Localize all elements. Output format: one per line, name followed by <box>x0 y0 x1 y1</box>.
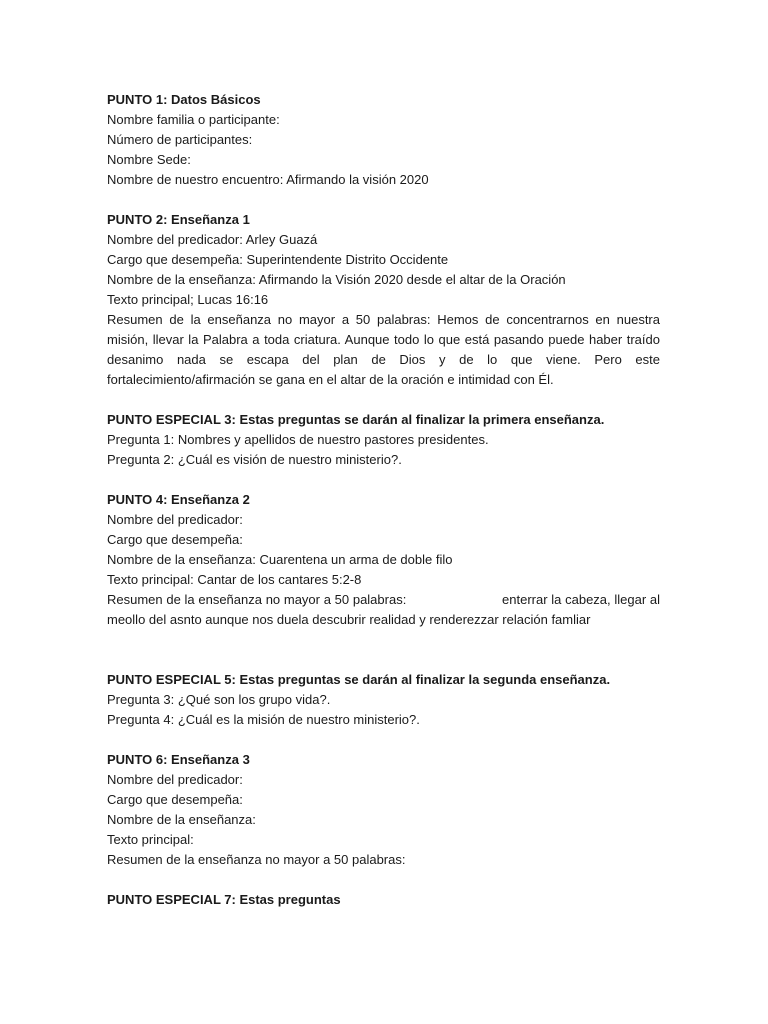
field-line: Texto principal: <box>107 832 194 847</box>
field-line: Nombre Sede: <box>107 152 191 167</box>
field-line: Nombre familia o participante: <box>107 112 280 127</box>
section-punto-6 <box>107 750 660 870</box>
field-line: Cargo que desempeña: <box>107 532 243 547</box>
section-punto-especial-7 <box>107 890 660 910</box>
field-line: Texto principal: Cantar de los cantares 5:2-8 <box>107 572 362 587</box>
section-heading: PUNTO 6: Enseñanza 3 <box>107 752 250 767</box>
summary-paragraph <box>107 590 660 630</box>
section-heading: PUNTO ESPECIAL 3: Estas preguntas se darán al finalizar la primera enseñanza. <box>107 412 605 427</box>
field-line: Texto principal; Lucas 16:16 <box>107 292 269 307</box>
field-line: Cargo que desempeña: Superintendente Distrito Occidente <box>107 252 449 267</box>
field-line: Cargo que desempeña: <box>107 792 243 807</box>
field-line: Nombre del predicador: <box>107 512 243 527</box>
section-heading: PUNTO ESPECIAL 7: Estas preguntas <box>107 892 341 907</box>
summary-value: enterrar la cabeza, llegar al meollo del asnto aunque nos duela descubrir realidad y renderezzar relación famliar <box>107 592 660 627</box>
field-line: Nombre del predicador: <box>107 772 243 787</box>
section-punto-especial-5 <box>107 670 660 730</box>
summary-label: Resumen de la enseñanza no mayor a 50 palabras: <box>107 592 407 607</box>
field-line: Número de participantes: <box>107 132 253 147</box>
question-line: Pregunta 4: ¿Cuál es la misión de nuestro ministerio?. <box>107 712 420 727</box>
question-line: Pregunta 2: ¿Cuál es visión de nuestro ministerio?. <box>107 452 402 467</box>
section-punto-1 <box>107 90 660 190</box>
section-heading: PUNTO 2: Enseñanza 1 <box>107 212 250 227</box>
section-punto-4 <box>107 490 660 630</box>
field-line: Nombre de la enseñanza: <box>107 812 256 827</box>
field-line: Nombre de la enseñanza: Afirmando la Visión 2020 desde el altar de la Oración <box>107 272 566 287</box>
field-line: Resumen de la enseñanza no mayor a 50 palabras: <box>107 852 406 867</box>
section-heading: PUNTO 4: Enseñanza 2 <box>107 492 250 507</box>
field-line: Nombre del predicador: Arley Guazá <box>107 232 318 247</box>
field-line: Nombre de nuestro encuentro: Afirmando la visión 2020 <box>107 172 429 187</box>
section-punto-especial-3 <box>107 410 660 470</box>
section-punto-2 <box>107 210 660 390</box>
summary-paragraph: Resumen de la enseñanza no mayor a 50 palabras: Hemos de concentrarnos en nuestra misión, llevar la Palabra a toda criatura. Aunque todo lo que está pasando puede haber traído desanimo nada se escapa del plan de Dios y de lo que viene. Pero este fortalecimiento/afirmación se gana en el altar de la oración e intimidad con Él. <box>107 312 660 387</box>
field-line: Nombre de la enseñanza: Cuarentena un arma de doble filo <box>107 552 453 567</box>
section-heading: PUNTO 1: Datos Básicos <box>107 92 261 107</box>
question-line: Pregunta 1: Nombres y apellidos de nuestro pastores presidentes. <box>107 432 489 447</box>
question-line: Pregunta 3: ¿Qué son los grupo vida?. <box>107 692 331 707</box>
section-heading: PUNTO ESPECIAL 5: Estas preguntas se darán al finalizar la segunda enseñanza. <box>107 672 611 687</box>
document-page <box>107 90 660 910</box>
